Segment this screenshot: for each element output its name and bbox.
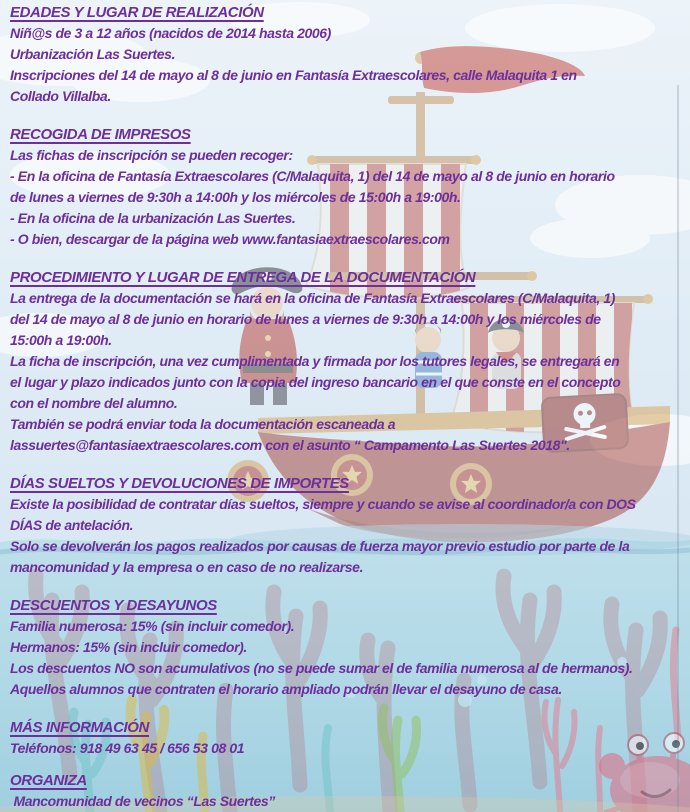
section-line: Collado Villalba. — [10, 88, 111, 104]
section-heading: MÁS INFORMACIÓN — [10, 719, 149, 736]
section-heading: PROCEDIMIENTO Y LUGAR DE ENTREGA DE LA DOCUMENTACIÓN — [10, 269, 476, 286]
section-line: - En la oficina de Fantasía Extraescolares (C/Malaquita, 1) del 14 de mayo al 8 de junio en horario — [10, 168, 615, 184]
section-heading: DÍAS SUELTOS Y DEVOLUCIONES DE IMPORTES — [10, 475, 349, 492]
section-line: Urbanización Las Suertes. — [10, 46, 176, 62]
section-line: Niñ@s de 3 a 12 años (nacidos de 2014 hasta 2006) — [10, 25, 331, 41]
section-line: - En la oficina de la urbanización Las Suertes. — [10, 210, 296, 226]
section-line: Familia numerosa: 15% (sin incluir comedor). — [10, 618, 295, 634]
section-line: Aquellos alumnos que contraten el horario ampliado podrán llevar el desayuno de casa. — [10, 681, 562, 697]
section-line: de lunes a viernes de 9:30h a 14:00h y los miércoles de 15:00h a 19:00h. — [10, 189, 461, 205]
section-line: del 14 de mayo al 8 de junio en horario de lunes a viernes de 9:30h a 14:00h y los miércoles de — [10, 311, 601, 327]
section-line: Existe la posibilidad de contratar días sueltos, siempre y cuando se avise al coordinador/a con DOS — [10, 496, 636, 512]
section-line: Teléfonos: 918 49 63 45 / 656 53 08 01 — [10, 740, 245, 756]
section-line: lassuertes@fantasiaextraescolares.com con el asunto “ Campamento Las Suertes 2018". — [10, 437, 570, 453]
section-mas-informacion — [10, 717, 684, 759]
section-line: DÍAS de antelación. — [10, 517, 134, 533]
section-line: Los descuentos NO son acumulativos (no se puede sumar el de familia numerosa al de hermanos). — [10, 660, 633, 676]
section-recogida — [10, 124, 684, 250]
section-line: Solo se devolverán los pagos realizados por causas de fuerza mayor previo estudio por parte de la — [10, 538, 630, 554]
section-procedimiento — [10, 267, 684, 456]
section-heading: EDADES Y LUGAR DE REALIZACIÓN — [10, 4, 264, 21]
section-descuentos — [10, 595, 684, 700]
section-line: con el nombre del alumno. — [10, 395, 178, 411]
section-line: Hermanos: 15% (sin incluir comedor). — [10, 639, 247, 655]
document-body — [10, 2, 684, 812]
section-line: Mancomunidad de vecinos “Las Suertes” — [10, 793, 275, 809]
section-heading: RECOGIDA DE IMPRESOS — [10, 126, 191, 143]
section-organiza — [10, 770, 684, 812]
section-line: Las fichas de inscripción se pueden recoger: — [10, 147, 293, 163]
section-dias-sueltos — [10, 473, 684, 578]
section-line: Inscripciones del 14 de mayo al 8 de junio en Fantasía Extraescolares, calle Malaquita 1 en — [10, 67, 577, 83]
section-line: 15:00h a 19:00h. — [10, 332, 112, 348]
section-line: La entrega de la documentación se hará en la oficina de Fantasía Extraescolares (C/Malaquita, 1) — [10, 290, 616, 306]
section-edades — [10, 2, 684, 107]
section-line: el lugar y plazo indicados junto con la copia del ingreso bancario en el que conste en el concepto — [10, 374, 621, 390]
section-line: - O bien, descargar de la página web www.fantasiaextraescolares.com — [10, 231, 450, 247]
section-line: mancomunidad y la empresa o en caso de no realizarse. — [10, 559, 364, 575]
section-heading: DESCUENTOS Y DESAYUNOS — [10, 597, 217, 614]
section-heading: ORGANIZA — [10, 772, 87, 789]
section-line: También se podrá enviar toda la documentación escaneada a — [10, 416, 396, 432]
section-line: La ficha de inscripción, una vez cumplimentada y firmada por los tutores legales, se entregará en — [10, 353, 620, 369]
